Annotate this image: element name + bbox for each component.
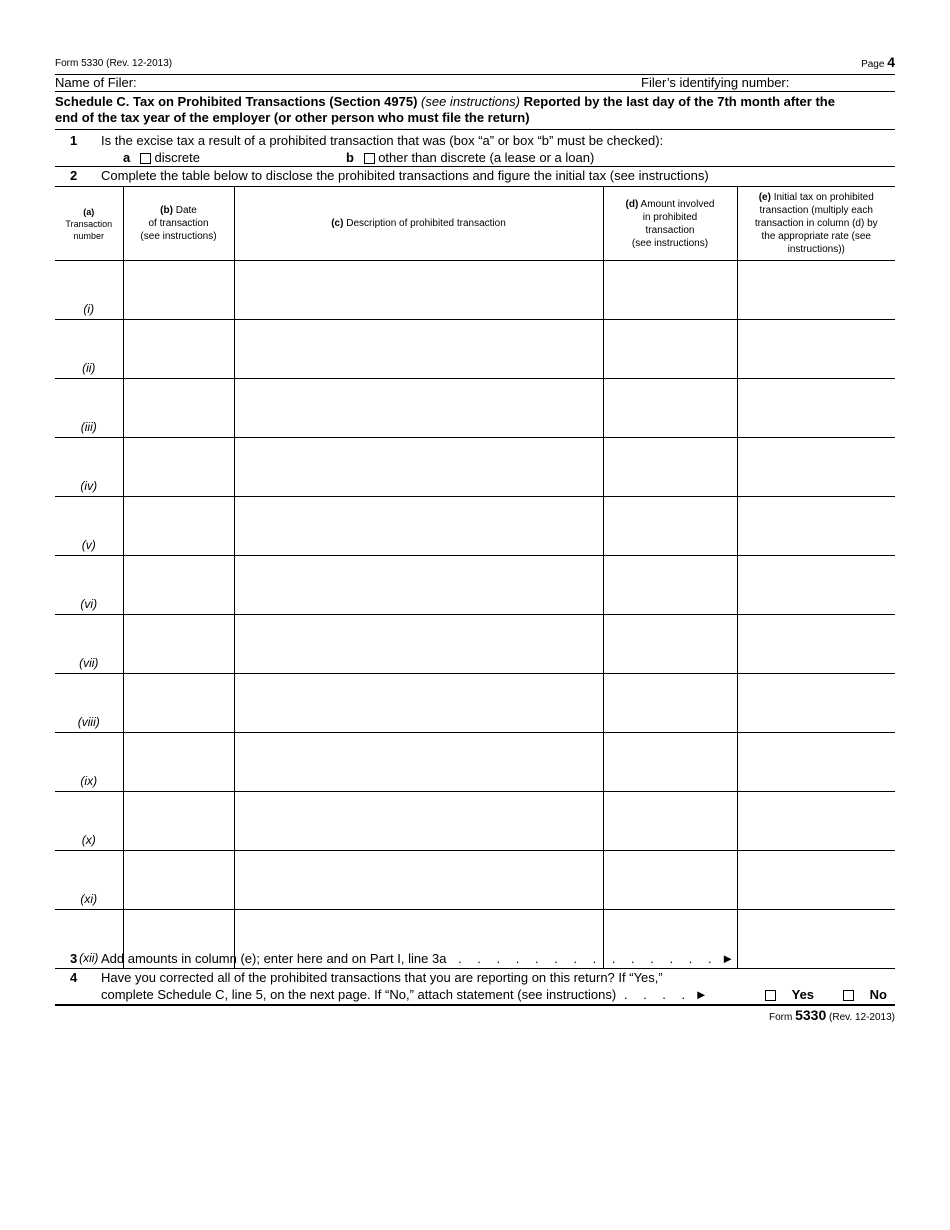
- line4-number: 4: [70, 970, 78, 985]
- table-row: [55, 851, 895, 910]
- name-of-filer-field[interactable]: [150, 76, 630, 91]
- no-checkbox[interactable]: [843, 990, 854, 1001]
- date-cell[interactable]: [123, 497, 234, 556]
- table-row: [55, 261, 895, 320]
- table-row: [55, 615, 895, 674]
- yes-checkbox[interactable]: [765, 990, 776, 1001]
- line1-option-b: [346, 150, 594, 165]
- line4-text-1: Have you corrected all of the prohibited transactions that you are reporting on this return? If “Yes,”: [101, 970, 663, 985]
- yes-label: Yes: [791, 987, 815, 1002]
- page-label: Page: [861, 59, 885, 70]
- option-a-label: discrete: [154, 150, 201, 165]
- row-number: (viii): [55, 674, 123, 733]
- initial-tax-cell[interactable]: [737, 792, 895, 851]
- row-number: (xi): [55, 851, 123, 910]
- date-cell[interactable]: [123, 556, 234, 615]
- description-cell[interactable]: [234, 615, 603, 674]
- date-cell[interactable]: [123, 615, 234, 674]
- table-header-row: [55, 187, 895, 261]
- schedule-title-rest-2: end of the tax year of the employer (or other person who must file the return): [55, 110, 530, 125]
- date-cell[interactable]: [123, 851, 234, 910]
- line1-option-a: [123, 150, 200, 165]
- line1-text: Is the excise tax a result of a prohibited transaction that was (box “a” or box “b” must be checked):: [101, 133, 664, 148]
- row-number: (vii): [55, 615, 123, 674]
- amount-cell[interactable]: [603, 851, 737, 910]
- page-number: 4: [887, 54, 895, 70]
- description-cell[interactable]: [234, 733, 603, 792]
- col-a-header: (a) Transaction number: [55, 187, 123, 261]
- line3-amount-field[interactable]: [727, 950, 895, 966]
- schedule-title-bold: Schedule C. Tax on Prohibited Transactions (Section 4975): [55, 94, 418, 109]
- line4-row-2: [101, 987, 708, 1002]
- schedule-title-line2: [55, 110, 530, 126]
- date-cell[interactable]: [123, 438, 234, 497]
- description-cell[interactable]: [234, 438, 603, 497]
- schedule-title-italic: (see instructions): [421, 94, 521, 109]
- col-c-header: (c) Description of prohibited transaction: [234, 187, 603, 261]
- footer-form-id: [769, 1007, 895, 1023]
- date-cell[interactable]: [123, 379, 234, 438]
- line3-text: Add amounts in column (e); enter here and on Part I, line 3a: [101, 951, 447, 966]
- date-cell[interactable]: [123, 320, 234, 379]
- date-cell[interactable]: [123, 674, 234, 733]
- initial-tax-cell[interactable]: [737, 438, 895, 497]
- bottom-rule: [55, 1004, 895, 1006]
- line3-number: 3: [70, 951, 78, 966]
- amount-cell[interactable]: [603, 615, 737, 674]
- option-a-letter: a: [123, 150, 131, 165]
- date-cell[interactable]: [123, 792, 234, 851]
- initial-tax-cell[interactable]: [737, 261, 895, 320]
- schedule-title: [55, 94, 895, 110]
- description-cell[interactable]: [234, 261, 603, 320]
- discrete-checkbox[interactable]: [140, 153, 151, 164]
- table-row: [55, 438, 895, 497]
- row-number: (i): [55, 261, 123, 320]
- footer-form-word: Form: [768, 1012, 793, 1023]
- name-of-filer-label: Name of Filer:: [55, 75, 137, 90]
- schedule-rule: [55, 129, 895, 130]
- description-cell[interactable]: [234, 851, 603, 910]
- table-row: [55, 556, 895, 615]
- prohibited-transactions-table: [55, 186, 895, 969]
- line4-dots: . . . .: [623, 987, 692, 1002]
- row-number: (ii): [55, 320, 123, 379]
- footer-form-number: 5330: [795, 1007, 827, 1023]
- table-row: [55, 320, 895, 379]
- row-number: (x): [55, 792, 123, 851]
- line1-number: 1: [70, 133, 78, 148]
- table-row: [55, 733, 895, 792]
- amount-cell[interactable]: [603, 733, 737, 792]
- initial-tax-cell[interactable]: [737, 379, 895, 438]
- row-number: (v): [55, 497, 123, 556]
- description-cell[interactable]: [234, 379, 603, 438]
- initial-tax-cell[interactable]: [737, 851, 895, 910]
- description-cell[interactable]: [234, 497, 603, 556]
- initial-tax-cell[interactable]: [737, 733, 895, 792]
- line3-row: [101, 951, 734, 966]
- line2-number: 2: [70, 168, 78, 183]
- col-d-header: (d) Amount involved in prohibited transaction (see instructions): [603, 187, 737, 261]
- arrow-icon: ►: [721, 951, 735, 966]
- initial-tax-cell[interactable]: [737, 556, 895, 615]
- amount-cell[interactable]: [603, 497, 737, 556]
- row-number: (ix): [55, 733, 123, 792]
- option-b-letter: b: [346, 150, 354, 165]
- amount-cell[interactable]: [603, 261, 737, 320]
- page-indicator: [861, 54, 895, 70]
- amount-cell[interactable]: [603, 379, 737, 438]
- row-number: (vi): [55, 556, 123, 615]
- no-label: No: [869, 987, 887, 1002]
- description-cell[interactable]: [234, 792, 603, 851]
- table-row: [55, 379, 895, 438]
- row-number: (iv): [55, 438, 123, 497]
- col-e-header: (e) Initial tax on prohibited transaction (multiply each transaction in column (d) by the appropriate rate (see instructions)): [737, 187, 895, 261]
- amount-cell[interactable]: [603, 438, 737, 497]
- amount-cell[interactable]: [603, 556, 737, 615]
- initial-tax-cell[interactable]: [737, 615, 895, 674]
- row-number: (xii): [55, 910, 123, 969]
- amount-cell[interactable]: [603, 674, 737, 733]
- name-rule: [55, 91, 895, 92]
- no-option: [843, 987, 887, 1002]
- amount-cell[interactable]: [603, 320, 737, 379]
- schedule-title-rest-1: Reported by the last day of the 7th month after the: [523, 94, 835, 109]
- description-cell[interactable]: [234, 320, 603, 379]
- description-cell[interactable]: [234, 674, 603, 733]
- line1-rule: [55, 166, 895, 167]
- amount-cell[interactable]: [603, 792, 737, 851]
- table-row: [55, 792, 895, 851]
- col-b-header: (b) Date of transaction (see instructions): [123, 187, 234, 261]
- form-revision: Form 5330 (Rev. 12-2013): [55, 58, 173, 69]
- line4-text-2: complete Schedule C, line 5, on the next page. If “No,” attach statement (see instructions): [101, 987, 617, 1002]
- description-cell[interactable]: [234, 556, 603, 615]
- yes-option: [765, 987, 814, 1002]
- initial-tax-cell[interactable]: [737, 674, 895, 733]
- filer-id-label: Filer’s identifying number:: [641, 75, 790, 90]
- line2-text: Complete the table below to disclose the prohibited transactions and figure the initial tax (see instructions): [101, 168, 709, 183]
- row-number: (iii): [55, 379, 123, 438]
- footer-rev: (Rev. 12-2013): [829, 1012, 895, 1023]
- date-cell[interactable]: [123, 261, 234, 320]
- date-cell[interactable]: [123, 733, 234, 792]
- table-row: [55, 497, 895, 556]
- filer-id-field[interactable]: [805, 76, 893, 91]
- line3-dots: . . . . . . . . . . . . . .: [458, 951, 718, 966]
- option-b-label: other than discrete (a lease or a loan): [378, 150, 595, 165]
- initial-tax-cell[interactable]: [737, 497, 895, 556]
- other-than-discrete-checkbox[interactable]: [364, 153, 375, 164]
- initial-tax-cell[interactable]: [737, 320, 895, 379]
- line3-rule: [55, 968, 895, 969]
- arrow-icon: ►: [694, 987, 708, 1002]
- table-row: [55, 674, 895, 733]
